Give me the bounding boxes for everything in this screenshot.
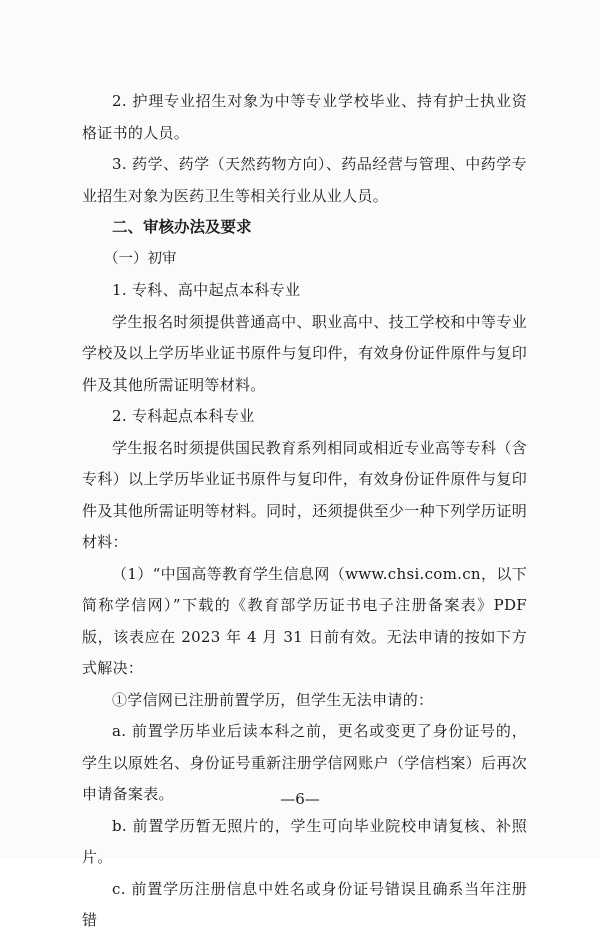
paragraph-case-b-no-photo: b. 前置学历暂无照片的，学生可向毕业院校申请复核、补照片。 [82,816,527,866]
paragraph-nursing-enrollment: 2. 护理专业招生对象为中等专业学校毕业、持有护士执业资格证书的人员。 [82,92,527,142]
subsection-heading-initial-review: （一）初审 [104,250,177,267]
paragraph-chsi-registered-case: ①学信网已注册前置学历，但学生无法申请的： [112,690,434,709]
paragraph-case-a-name-change: a. 前置学历毕业后读本科之前，更名或变更了身份证号的，学生以原姓名、身份证号重新注册学信网账户（学信档案）后再次申请备案表。 [82,722,527,803]
document-body [82,86,527,937]
item-heading-college-to-bachelor: 2. 专科起点本科专业 [112,407,255,425]
page-number: —6— [280,790,320,808]
paragraph-chsi-certificate: （1）“中国高等教育学生信息网（www.chsi.com.cn，以下简称学信网）”下载的《教育部学历证书电子注册备案表》PDF版，该表应在 2023 年 4 月 31 日前有效。无法申请的按如下方式解决： [82,564,527,677]
paragraph-required-materials-1: 学生报名时须提供普通高中、职业高中、技工学校和中等专业学校及以上学历毕业证书原件与复印件，有效身份证件原件与复印件及其他所需证明等材料。 [82,312,527,394]
paragraph-pharmacy-enrollment: 3. 药学、药学（天然药物方向）、药品经营与管理、中药学专业招生对象为医药卫生等相关行业从业人员。 [82,155,527,205]
paragraph-required-materials-2: 学生报名时须提供国民教育系列相同或相近专业高等专科（含专科）以上学历毕业证书原件与复印件，有效身份证件原件与复印件及其他所需证明等材料。同时，还须提供至少一种下列学历证明材料： [82,438,527,551]
paragraph-case-c-registration-error: c. 前置学历注册信息中姓名或身份证号错误且确系当年注册错 [82,879,527,929]
section-heading-review-methods: 二、审核办法及要求 [112,218,252,236]
item-heading-junior-college-high-school: 1. 专科、高中起点本科专业 [112,281,301,299]
